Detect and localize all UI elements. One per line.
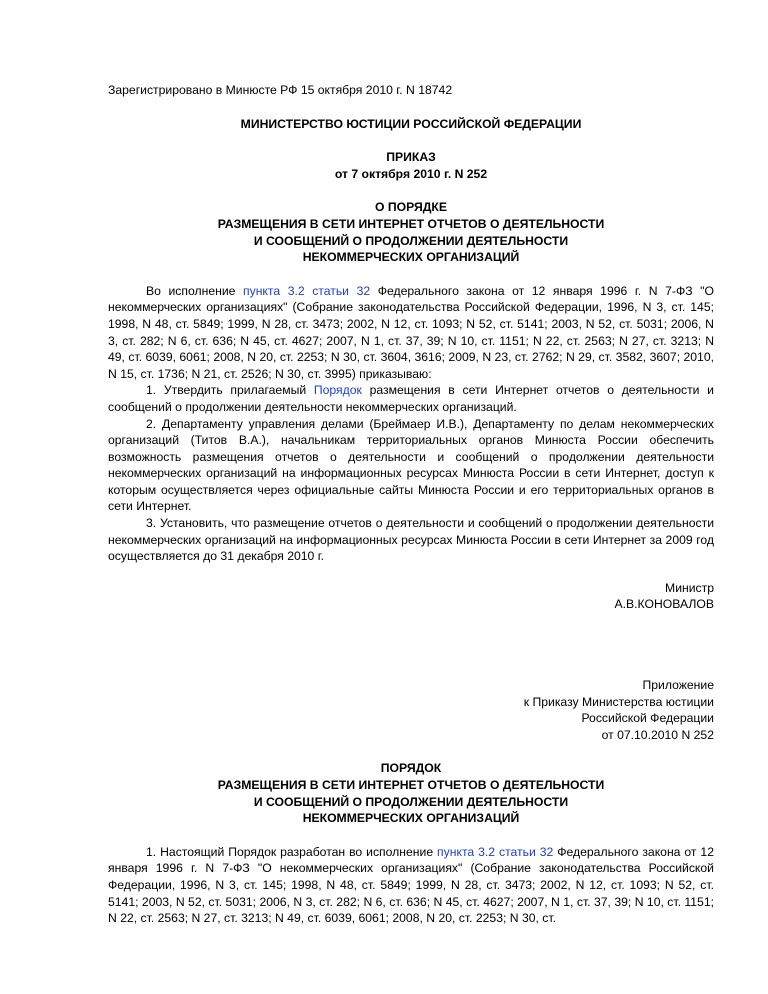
procedure-title-line: РАЗМЕЩЕНИЯ В СЕТИ ИНТЕРНЕТ ОТЧЕТОВ О ДЕЯТЕЛЬНОСТИ [217,778,605,792]
procedure-item-1-text-after: Федерального закона от 12 января 1996 г. N 7-ФЗ "О некоммерческих организациях" (Собрание законодательства Российской Федерации, 1996, N 3, ст. 145; 1998, N 48, ст. 5849; 1999, N 28, ст. 3473; 2002, N 12, ст. 1093; N 52, ст. 5141; 2003, N 52, ст. 5031; 2006, N 3, ст. 282; N 6, ст. 636; N 45, ст. 4627; 2007, N 1, ст. 37, 39; N 10, ст. 1151; N 22, ст. 2563; N 27, ст. 3213; N 49, ст. 6039, 6061; 2008, N 20, ст. 2253; N 30, ст. [108,844,714,926]
preamble-text-before: Во исполнение [146,283,243,298]
appendix-block [108,677,714,743]
item-1-paragraph [108,382,714,415]
preamble-paragraph [108,283,714,383]
procedure-item-1-paragraph [108,844,714,927]
order-date-number: от 7 октября 2010 г. N 252 [334,166,488,181]
item-2-paragraph: 2. Департаменту управления делами (Бреймаер И.В.), Департаменту по делам некоммерческих организаций (Титов В.А.), начальникам территориальных органов Минюста России обеспечить возможность размещения отчетов о деятельности и сообщений о продолжении деятельности некоммерческих организаций на информационных ресурсах Минюста России в сети Интернет, доступ к которым осуществляется через официальные сайты Минюста России и его территориальных органов в сети Интернет. [108,416,714,514]
document-page [108,82,714,927]
procedure-item-1-text-before: 1. Настоящий Порядок разработан во исполнение [146,844,438,859]
item-3-paragraph: 3. Установить, что размещение отчетов о деятельности и сообщений о продолжении деятельности некоммерческих организаций на информационных ресурсах Минюста России в сети Интернет за 2009 год осуществляется до 31 декабря 2010 г. [108,516,714,564]
order-heading [108,149,714,182]
appendix-line: Российской Федерации [581,711,714,726]
signature-name: А.В.КОНОВАЛОВ [614,597,714,612]
appendix-line: Приложение [642,678,714,693]
law-article-link[interactable]: пункта 3.2 статьи 32 [243,283,371,298]
procedure-link[interactable]: Порядок [313,383,362,398]
order-subject-line: И СООБЩЕНИЙ О ПРОДОЛЖЕНИИ ДЕЯТЕЛЬНОСТИ [253,233,569,248]
order-title: ПРИКАЗ [386,150,436,165]
order-subject-line: О ПОРЯДКЕ [375,200,447,215]
ministry-heading: МИНИСТЕРСТВО ЮСТИЦИИ РОССИЙСКОЙ ФЕДЕРАЦИИ [240,116,582,131]
order-subject [108,199,714,265]
law-article-link[interactable]: пункта 3.2 статьи 32 [437,844,554,859]
appendix-line: к Приказу Министерства юстиции [523,694,714,709]
item-1-text-before: 1. Утвердить прилагаемый [146,383,314,398]
order-body [108,283,714,565]
order-subject-line: НЕКОММЕРЧЕСКИХ ОРГАНИЗАЦИЙ [302,250,520,265]
procedure-body [108,844,714,927]
signature-block [108,580,714,613]
registration-note: Зарегистрировано в Минюсте РФ 15 октября 2010 г. N 18742 [108,83,453,97]
item-1-text-after: размещения в сети Интернет отчетов о деятельности и сообщений о продолжении деятельности некоммерческих организаций. [108,383,714,414]
procedure-title-line: НЕКОММЕРЧЕСКИХ ОРГАНИЗАЦИЙ [302,811,520,826]
order-subject-line: РАЗМЕЩЕНИЯ В СЕТИ ИНТЕРНЕТ ОТЧЕТОВ О ДЕЯТЕЛЬНОСТИ [217,216,605,231]
signature-position: Министр [665,580,714,595]
preamble-text-after: Федерального закона от 12 января 1996 г. N 7-ФЗ "О некоммерческих организациях" (Собрание законодательства Российской Федерации, 1996, N 3, ст. 145; 1998, N 48, ст. 5849; 1999, N 28, ст. 3473; 2002, N 12, ст. 1093; N 52, ст. 5141; 2003, N 52, ст. 5031; 2006, N 3, ст. 282; N 6, ст. 636; N 45, ст. 4627; 2007, N 1, ст. 37, 39; N 10, ст. 1151; N 22, ст. 2563; N 27, ст. 3213; N 49, ст. 6039, 6061; 2008, N 20, ст. 2253; N 30, ст. 3604, 3616; 2009, N 23, ст. 2762; N 29, ст. 3582, 3607; 2010, N 15, ст. 1736; N 21, ст. 2526; N 30, ст. 3995) приказываю: [108,283,714,381]
appendix-line: от 07.10.2010 N 252 [601,727,714,742]
procedure-title-line: И СООБЩЕНИЙ О ПРОДОЛЖЕНИИ ДЕЯТЕЛЬНОСТИ [253,794,569,809]
procedure-heading [108,760,714,826]
procedure-title-line: ПОРЯДОК [380,761,442,776]
